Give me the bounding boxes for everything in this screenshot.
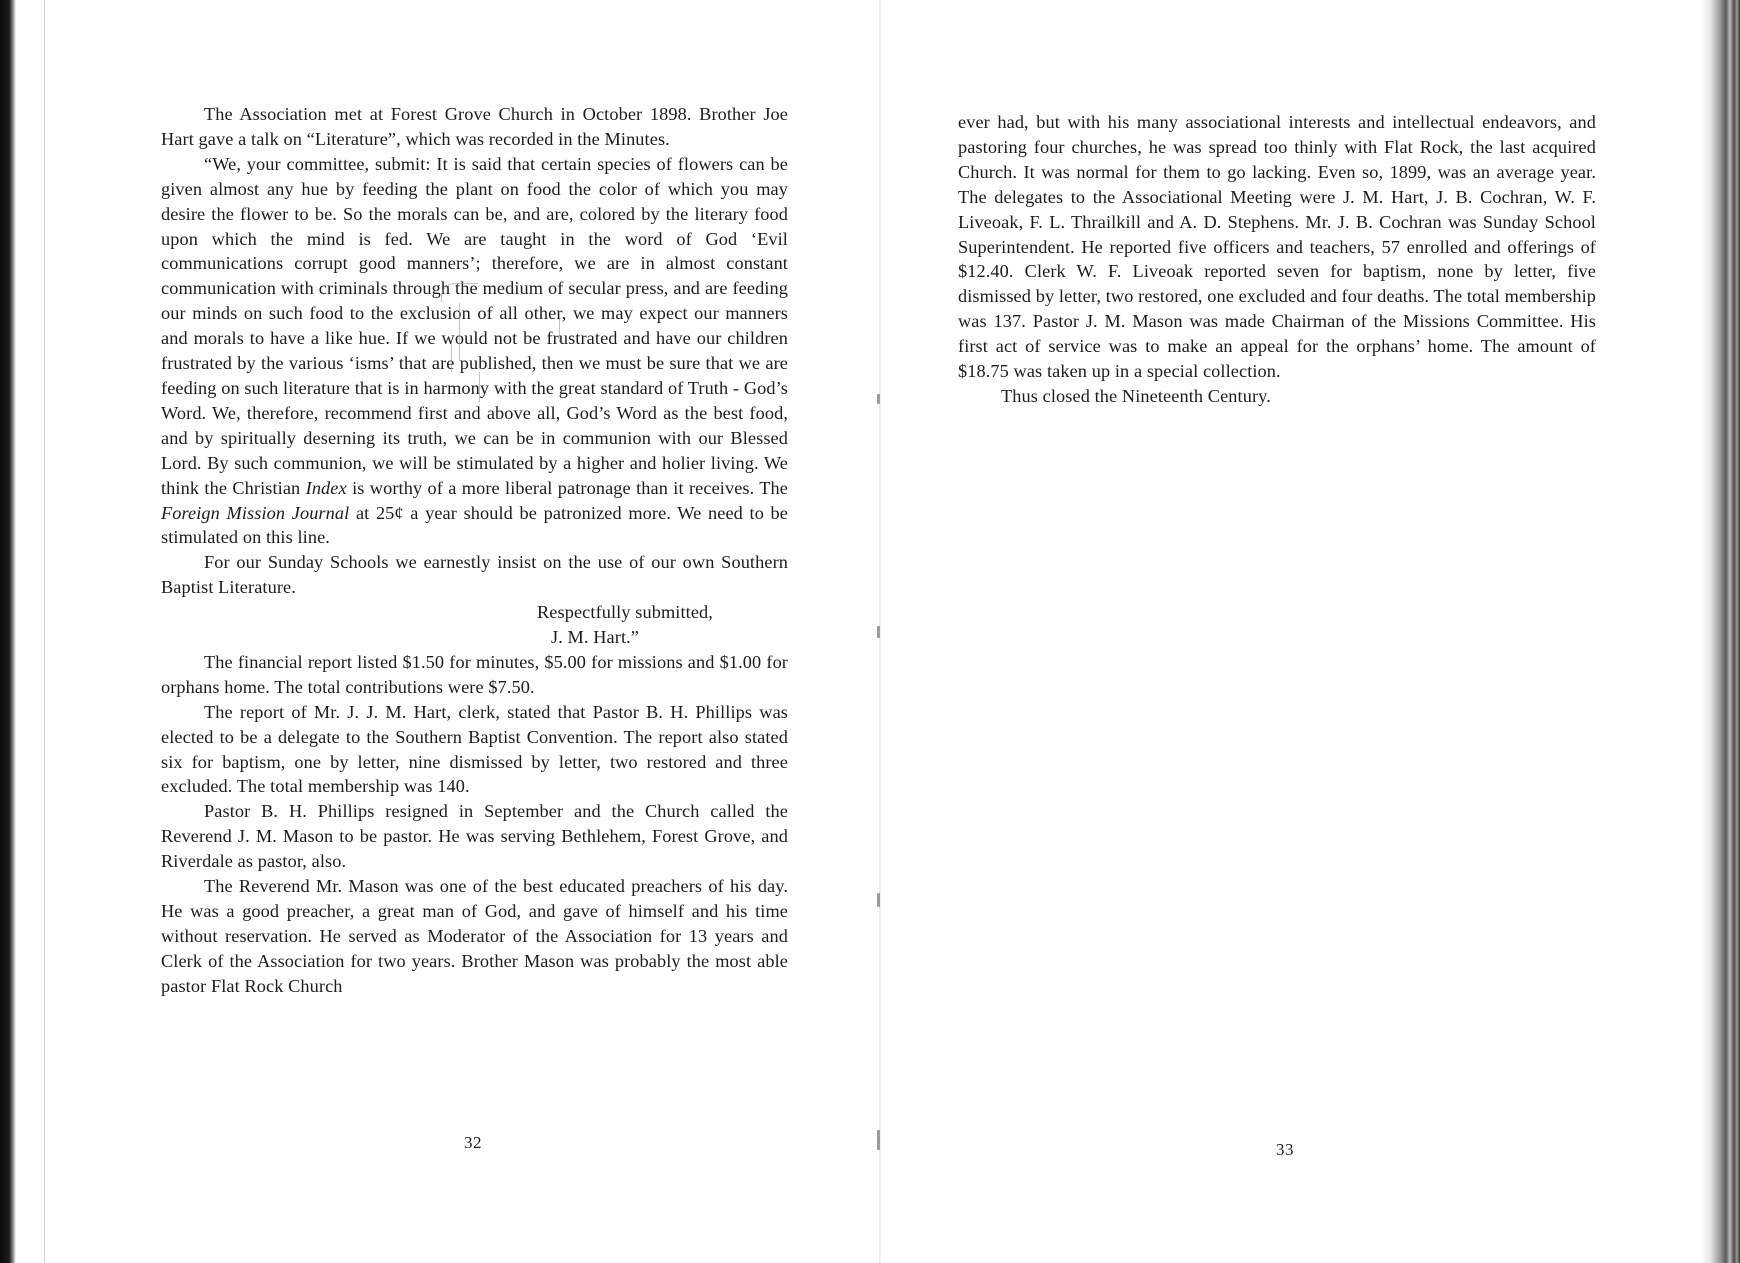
right-page [958, 0, 1596, 1263]
gutter-mark [877, 394, 880, 404]
gutter-mark [877, 893, 880, 907]
pencil-mark [459, 303, 468, 361]
signoff-name: J. M. Hart.” [551, 627, 640, 648]
scan-edge-line [44, 0, 45, 1263]
pencil-mark [441, 283, 478, 302]
signoff [161, 600, 788, 650]
gutter-mark [877, 626, 880, 638]
paragraph: The Association met at Forest Grove Church in October 1898. Brother Joe Hart gave a talk on “Literature”, which was recorded in the Minutes. [161, 104, 788, 149]
pencil-mark [551, 316, 560, 342]
left-page-text [161, 102, 788, 999]
paragraph: For our Sunday Schools we earnestly insist on the use of our own Southern Baptist Literature. [161, 552, 788, 598]
page-number: 32 [464, 1133, 482, 1152]
scan-edge-left [0, 0, 16, 1263]
index-title: Index [305, 477, 347, 498]
paragraph-text: is worthy of a more liberal patronage than it receives. The [352, 477, 789, 498]
paragraph: The Reverend Mr. Mason was one of the best educated preachers of his day. He was a good preacher, a great man of God, and gave of himself and his time without reservation. He served as Moderator of the Association for 13 years and Clerk of the Association for two years. Brother Mason was probably the most able pastor Flat Rock Church [161, 876, 788, 996]
paragraph-text: at 25¢ a year should be patronized more. We need to be stimulated on this line. [161, 502, 788, 548]
scan-edge-right [1700, 0, 1740, 1263]
paragraph: The report of Mr. J. J. M. Hart, clerk, stated that Pastor B. H. Phillips was elected to be a delegate to the Southern Baptist Convention. The report also stated six for baptism, one by letter, nine dismissed by letter, two restored and three excluded. The total membership was 140. [161, 701, 788, 797]
gutter-mark [877, 1130, 880, 1150]
paragraph: The financial report listed $1.50 for minutes, $5.00 for missions and $1.00 for orphans home. The total contributions were $7.50. [161, 651, 788, 697]
page-number: 33 [1276, 1140, 1294, 1159]
pencil-mark [471, 372, 480, 402]
paragraph: ever had, but with his many associational interests and intellectual endeavors, and pastoring four churches, he was spread too thinly with Flat Rock, the last acquired Church. It was normal for them to go lacking. Even so, 1899, was an average year. The delegates to the Associational Meeting were J. M. Hart, J. B. Cochran, W. F. Liveoak, F. L. Thrailkill and A. D. Stephens. Mr. J. B. Cochran was Sunday School Superintendent. He reported five officers and teachers, 57 enrolled and offerings of $12.40. Clerk W. F. Liveoak reported seven for baptism, none by letter, five dismissed by letter, two restored, one excluded and four deaths. The total membership was 137. Pastor J. M. Mason was made Chairman of the Missions Committee. His first act of service was to make an appeal for the orphans’ home. The amount of $18.75 was taken up in a special collection. [958, 112, 1596, 382]
paragraph-text: “We, your committee, submit: It is said that certain species of flowers can be given almost any hue by feeding the plant on food the color of which you may desire the flower to be. So the morals can be, and are, colored by the literary food upon which the mind is fed. We are taught in the word of God ‘Evil communications corrupt good manners’; therefore, we are in almost constant communication with criminals through the medium of secular press, and are feeding our minds on such food to the exclusion of all other, we may expect our manners and morals to have a like hue. If we would not be frustrated and have our children frustrated by the various ‘isms’ that are published, then we must be sure that we are feeding on such literature that is in harmony with the great standard of Truth - God’s Word. We, therefore, recommend first and above all, God’s Word as the best food, and by spiritually deserning its truth, we can be in communion with our Blessed Lord. By such communion, we will be stimulated by a higher and holier living. We think the Christian [161, 153, 788, 498]
journal-title: Foreign Mission Journal [161, 502, 350, 523]
committee-report-paragraph [161, 152, 788, 551]
pencil-mark [443, 342, 452, 372]
right-page-text [958, 110, 1596, 409]
paragraph: Thus closed the Nineteenth Century. [1001, 385, 1271, 406]
paragraph: Pastor B. H. Phillips resigned in September and the Church called the Reverend J. M. Mason to be pastor. He was serving Bethlehem, Forest Grove, and Riverdale as pastor, also. [161, 801, 788, 872]
left-page [161, 0, 788, 1263]
signoff-line: Respectfully submitted, [537, 602, 713, 623]
